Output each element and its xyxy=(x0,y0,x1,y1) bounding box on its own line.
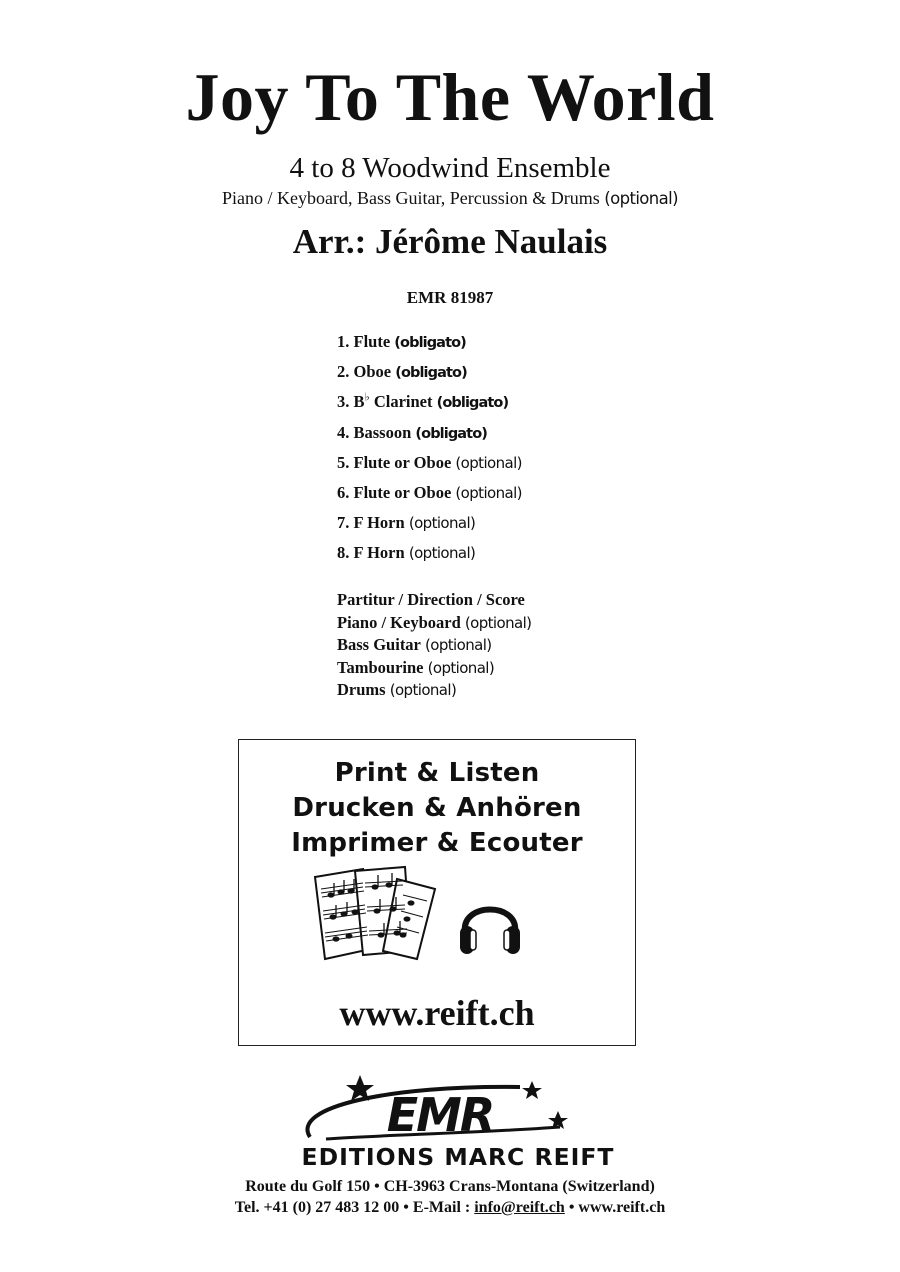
logo-emr-text: EMR xyxy=(386,1088,494,1142)
instrumentation-text: Piano / Keyboard, Bass Guitar, Percussion & Drums xyxy=(222,188,600,208)
part-item: 5. Flute or Oboe (optional) xyxy=(337,452,522,472)
publisher-name: EDITIONS MARC REIFT xyxy=(301,1143,615,1171)
part-item: 8. F Horn (optional) xyxy=(337,543,476,563)
instrumentation-note: (optional) xyxy=(604,189,678,208)
extra-item: Bass Guitar (optional) xyxy=(337,635,492,654)
part-item: 7. F Horn (optional) xyxy=(337,513,476,533)
promo-line-de: Drucken & Anhören xyxy=(292,793,582,823)
parts-list xyxy=(337,330,522,572)
extra-item: Piano / Keyboard (optional) xyxy=(337,612,532,632)
headphones-icon xyxy=(457,888,523,958)
part-item: 2. Oboe (obligato) xyxy=(337,362,467,382)
promo-line-fr: Imprimer & Ecouter xyxy=(291,828,583,858)
promo-line-en: Print & Listen xyxy=(334,758,540,788)
page-title: Joy To The World xyxy=(185,59,715,135)
part-item: 1. Flute (obligato) xyxy=(337,332,466,351)
subtitle: 4 to 8 Woodwind Ensemble xyxy=(289,152,611,184)
flat-sign: ♭ xyxy=(364,391,370,404)
email-link[interactable]: info@reift.ch xyxy=(474,1199,565,1216)
extra-item: Drums (optional) xyxy=(337,680,457,699)
part-item: 3. B♭ Clarinet (obligato) xyxy=(337,391,509,412)
print-listen-box xyxy=(238,739,636,1046)
extra-item: Partitur / Direction / Score xyxy=(337,590,525,609)
emr-logo xyxy=(240,1073,680,1171)
extras-list xyxy=(337,589,531,702)
contact-phone: Tel. +41 (0) 27 483 12 00 • E-Mail : xyxy=(234,1199,471,1216)
part-item: 6. Flute or Oboe (optional) xyxy=(337,482,522,502)
instrumentation xyxy=(0,188,900,209)
part-item: 4. Bassoon (obligato) xyxy=(337,422,487,442)
catalog-number: EMR 81987 xyxy=(406,288,494,307)
extra-item: Tambourine (optional) xyxy=(337,657,495,677)
promo-website-link[interactable]: www.reift.ch xyxy=(339,993,535,1033)
arranger: Arr.: Jérôme Naulais xyxy=(292,222,608,261)
publisher-contact xyxy=(0,1199,900,1217)
contact-website: • www.reift.ch xyxy=(568,1199,666,1216)
publisher-address: Route du Golf 150 • CH-3963 Crans-Montana (Switzerland) xyxy=(245,1178,655,1195)
sheet-music-icon xyxy=(311,865,437,963)
